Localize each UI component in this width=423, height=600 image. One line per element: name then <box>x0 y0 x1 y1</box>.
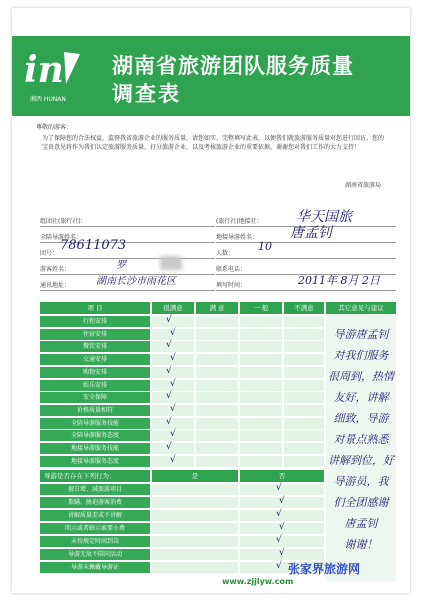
problem-item-label: 欺瞒、胁迫游客消费 <box>40 497 150 508</box>
problem-tick: √ <box>279 522 285 532</box>
comment-line: 们全团感谢 <box>333 496 389 509</box>
rating-cell[interactable] <box>196 316 238 327</box>
rating-item-label: 交通安排 <box>40 354 150 365</box>
problem-tick: √ <box>276 561 282 571</box>
greeting: 尊敬的游客： <box>36 124 73 131</box>
form-subtitle: 调查表 <box>112 82 181 106</box>
field-phone[interactable]: 联系电话： <box>216 264 396 275</box>
col-comments: 其它意见与建议 <box>326 302 396 314</box>
rating-tick: √ <box>166 315 172 325</box>
comment-line: 唐孟钊 <box>344 517 378 530</box>
fill-date-value: 2011年 8月 2日 <box>298 274 380 287</box>
rating-cell[interactable] <box>284 329 324 340</box>
comment-line: 友好，讲解 <box>333 391 389 404</box>
rating-cell[interactable] <box>240 380 282 391</box>
comment-line: 导游唐孟钊 <box>333 328 389 341</box>
rating-cell[interactable] <box>196 405 238 416</box>
problem-item-label: 明示或者暗示索要小费 <box>40 523 150 534</box>
rating-cell[interactable] <box>284 443 324 454</box>
signature: 湖南省旅游局 <box>345 182 382 189</box>
rating-cell[interactable] <box>284 392 324 403</box>
rating-cell[interactable] <box>196 456 238 467</box>
form-title: 湖南省旅游团队服务质量 <box>112 54 354 78</box>
rating-tick: √ <box>170 429 176 440</box>
redacted-area <box>160 256 182 270</box>
rating-item-label: 地接导游服务技能 <box>40 443 150 454</box>
comment-line: 对景点熟悉 <box>333 433 389 446</box>
rating-cell[interactable] <box>196 367 238 378</box>
rating-cell[interactable] <box>284 316 324 327</box>
field-tourist-name[interactable]: 游客姓名： <box>40 264 215 275</box>
rating-item-label: 行程安排 <box>40 316 150 327</box>
rating-cell[interactable] <box>284 341 324 352</box>
rating-item-label: 购物安排 <box>40 367 150 378</box>
rating-cell[interactable] <box>240 392 282 403</box>
problem-cell[interactable] <box>152 484 238 495</box>
rating-cell[interactable] <box>240 418 282 429</box>
rating-tick: √ <box>170 327 176 338</box>
problem-cell[interactable] <box>240 510 324 521</box>
col-no: 否 <box>240 470 324 482</box>
problem-cell[interactable] <box>152 523 238 534</box>
col-average: 一 般 <box>240 302 282 314</box>
rating-tick: √ <box>166 416 172 427</box>
field-local-agency[interactable]: (旅行社)地接社： <box>216 216 396 227</box>
col-yes: 是 <box>152 470 238 482</box>
rating-tick: √ <box>170 353 176 364</box>
field-fill-date[interactable]: 填写时间： <box>216 280 396 291</box>
rating-item-label: 全陪导游服务态度 <box>40 430 150 441</box>
svg-text:in: in <box>24 49 64 91</box>
comment-line: 对我们服务 <box>333 349 389 362</box>
rating-tick: √ <box>170 378 176 389</box>
problem-tick: √ <box>279 548 285 558</box>
comment-line: 很周到，热情 <box>328 370 394 383</box>
rating-tick: √ <box>170 403 176 414</box>
problem-header: 导游是否存在下列行为： <box>40 470 150 482</box>
rating-cell[interactable] <box>196 354 238 365</box>
rating-cell[interactable] <box>240 329 282 340</box>
field-group-no[interactable]: 团号： <box>40 248 215 259</box>
rating-cell[interactable] <box>196 430 238 441</box>
col-item: 项 目 <box>40 302 150 314</box>
problem-tick: √ <box>276 509 282 519</box>
col-satisfied: 满 意 <box>196 302 238 314</box>
problem-item-label: 未按规定时间到岗 <box>40 536 150 547</box>
problem-item-label: 讲解质量差或不讲解 <box>40 510 150 521</box>
rating-cell[interactable] <box>240 316 282 327</box>
problem-cell[interactable] <box>152 562 238 573</box>
rating-cell[interactable] <box>196 418 238 429</box>
rating-cell[interactable] <box>284 380 324 391</box>
rating-cell[interactable] <box>240 430 282 441</box>
local-agency-value: 华天国旅 <box>296 209 352 225</box>
rating-tick: √ <box>166 391 172 402</box>
rating-tick: √ <box>166 340 172 351</box>
comment-line: 导游员，我 <box>333 475 389 488</box>
problem-cell[interactable] <box>240 536 324 547</box>
rating-tick: √ <box>170 454 176 465</box>
rating-cell[interactable] <box>152 443 194 454</box>
tourist-name-value: 罗 <box>116 260 126 271</box>
rating-item-label: 安全保障 <box>40 392 150 403</box>
rating-item-label: 娱乐安排 <box>40 380 150 391</box>
logo-text: 湘西 HUNAN <box>30 96 66 103</box>
col-unsatisfied: 不满意 <box>284 302 324 314</box>
field-local-guide[interactable]: 地接导游姓名： <box>216 232 396 243</box>
rating-cell[interactable] <box>284 418 324 429</box>
rating-cell[interactable] <box>284 405 324 416</box>
rating-cell[interactable] <box>240 341 282 352</box>
rating-item-label: 全陪导游服务技能 <box>40 418 150 429</box>
rating-cell[interactable] <box>284 367 324 378</box>
rating-cell[interactable] <box>196 329 238 340</box>
field-headcount[interactable]: 人数： <box>216 248 396 259</box>
comment-line: 讲解到位，好 <box>328 454 394 467</box>
address-value: 湖南长沙市雨花区 <box>96 276 176 287</box>
group-no-value: 78611073 <box>60 238 127 253</box>
problem-item-label: 导游无故不陪同活动 <box>40 549 150 560</box>
watermark-url: www.zjjlyw.com <box>222 577 294 586</box>
rating-cell[interactable] <box>152 367 194 378</box>
problem-tick: √ <box>276 483 282 493</box>
rating-cell[interactable] <box>240 367 282 378</box>
rating-item-label: 价格质量相符 <box>40 405 150 416</box>
problem-cell[interactable] <box>152 510 238 521</box>
intro-text: 为了保障您的合法权益，监督我省旅游企业的服务质量，请您如实、完整填写此表，以便我们就旅游服务质量对您进行回访。您的宝贵意见将作为我们认定旅游服务质量、打分旅游企业、以及考核旅游企业的重要依据，谢谢您对我们工作的大力支持！ <box>42 135 385 151</box>
problem-cell[interactable] <box>152 497 238 508</box>
rating-cell[interactable] <box>284 430 324 441</box>
rating-cell[interactable] <box>152 316 194 327</box>
rating-cell[interactable] <box>196 380 238 391</box>
rating-cell[interactable] <box>284 456 324 467</box>
problem-cell[interactable] <box>152 536 238 547</box>
field-escort-guide[interactable]: 全陪导游姓名： <box>40 232 215 243</box>
comment-line: 细致，导游 <box>333 412 389 425</box>
field-address[interactable]: 通讯地址： <box>40 280 215 291</box>
rating-cell[interactable] <box>152 392 194 403</box>
rating-tick: √ <box>166 365 172 376</box>
rating-cell[interactable] <box>240 354 282 365</box>
problem-item-label: 导游未佩戴导游证 <box>40 562 150 573</box>
rating-item-label: 餐饮安排 <box>40 341 150 352</box>
rating-cell[interactable] <box>284 354 324 365</box>
rating-cell[interactable] <box>240 443 282 454</box>
headcount-value: 10 <box>258 240 272 253</box>
problem-cell[interactable] <box>152 549 238 560</box>
rating-cell[interactable] <box>152 418 194 429</box>
rating-cell[interactable] <box>196 443 238 454</box>
problem-cell[interactable] <box>240 484 324 495</box>
comment-line: 谢谢！ <box>344 538 378 551</box>
local-guide-value: 唐孟钊 <box>290 225 332 241</box>
rating-cell[interactable] <box>240 456 282 467</box>
col-very-satisfied: 很满意 <box>152 302 194 314</box>
rating-cell[interactable] <box>196 341 238 352</box>
rating-tick: √ <box>166 442 172 452</box>
rating-cell[interactable] <box>152 341 194 352</box>
problem-item-label: 擅自增、减旅游项目 <box>40 484 150 495</box>
problem-tick: √ <box>279 496 285 506</box>
rating-item-label: 地接导游服务态度 <box>40 456 150 467</box>
rating-item-label: 住宿安排 <box>40 329 150 340</box>
problem-tick: √ <box>276 535 282 545</box>
rating-cell[interactable] <box>196 392 238 403</box>
field-organizer[interactable]: 组团社(旅行社)： <box>40 216 215 227</box>
watermark-site: 张家界旅游网 <box>288 562 361 576</box>
rating-cell[interactable] <box>240 405 282 416</box>
